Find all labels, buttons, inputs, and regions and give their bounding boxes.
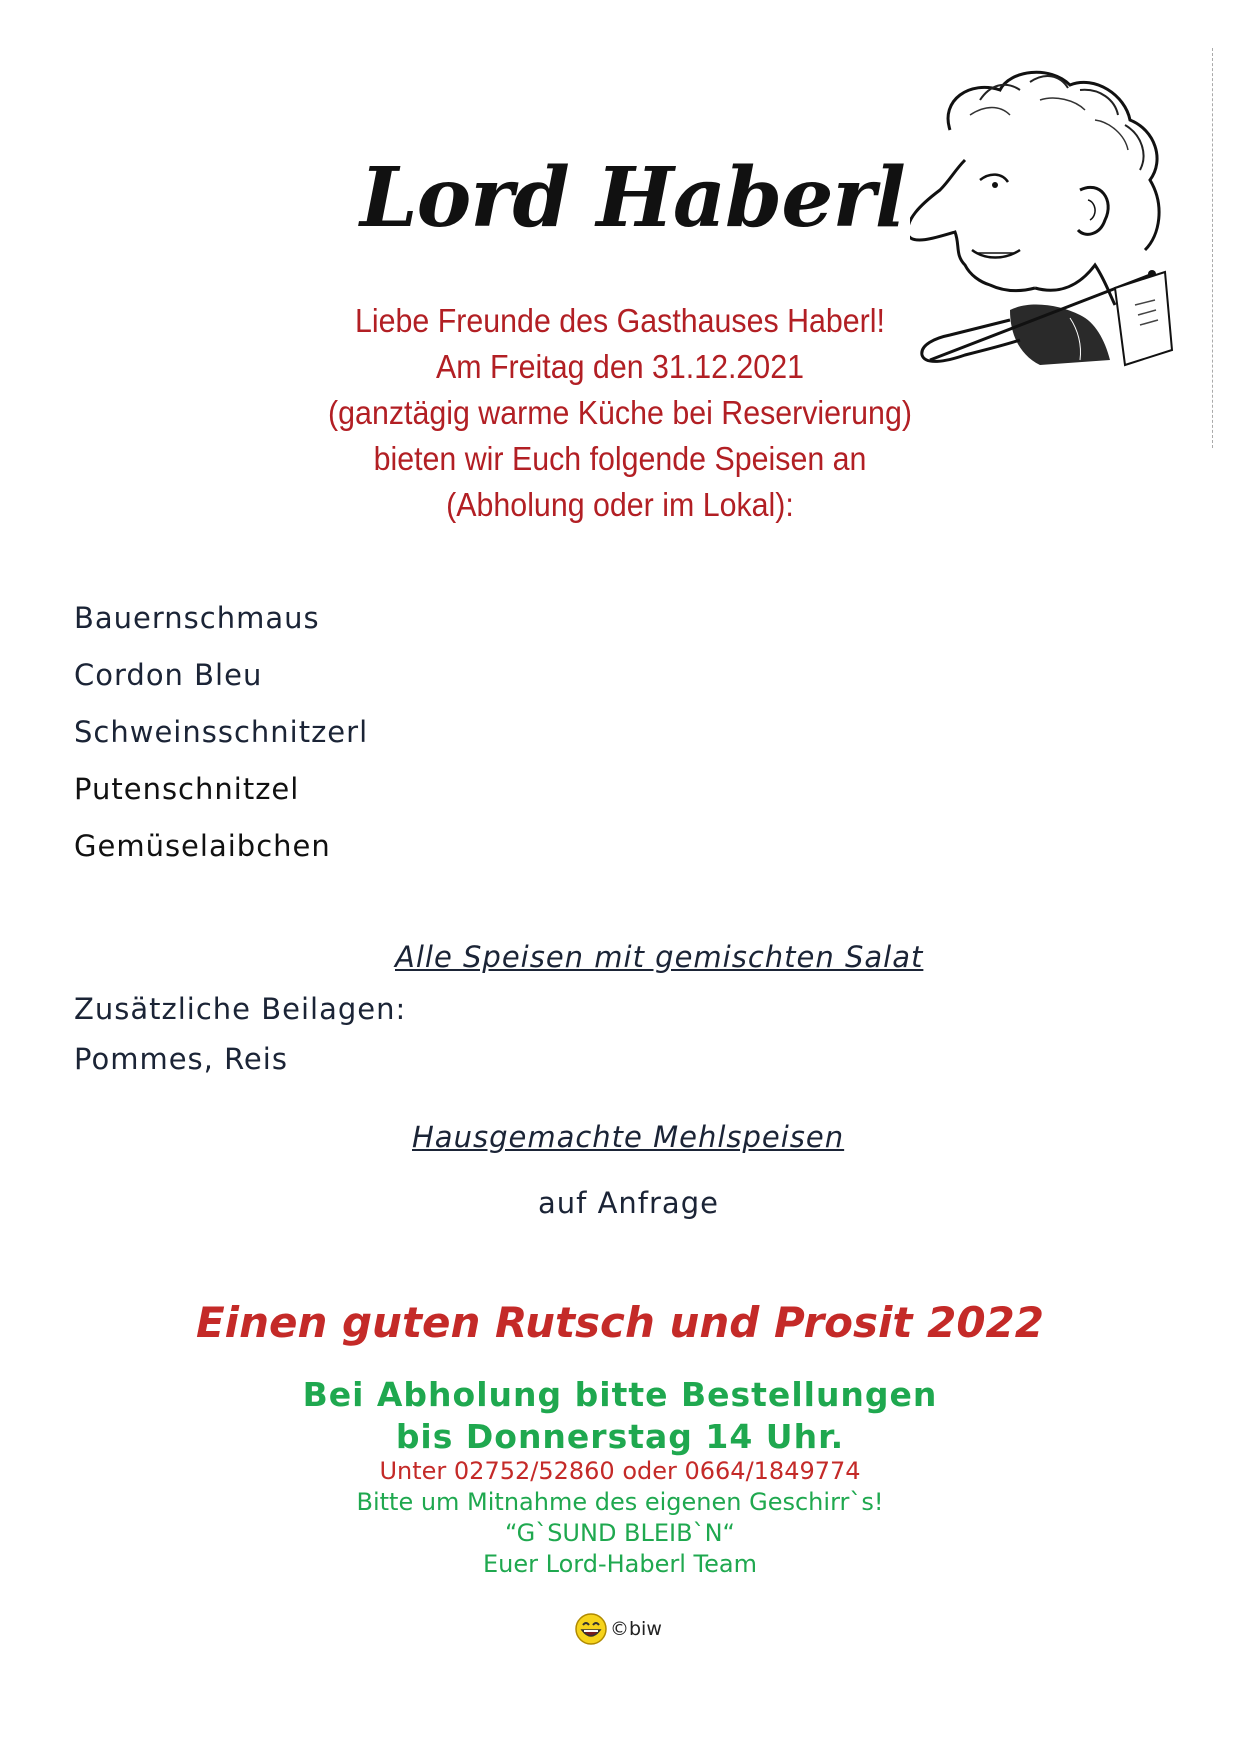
credit-text: ©biw — [610, 1618, 662, 1640]
new-year-greeting: Einen guten Rutsch und Prosit 2022 — [195, 1298, 1045, 1347]
credit — [574, 1612, 662, 1646]
menu-item: Putenschnitzel — [74, 772, 300, 806]
order-line: bis Donnerstag 14 Uhr. — [395, 1417, 845, 1456]
restaurant-logo-title: Lord Haberl — [360, 150, 905, 246]
intro-text — [250, 298, 990, 528]
order-line: Bei Abholung bitte Bestellungen — [302, 1375, 938, 1414]
intro-line: (Abholung oder im Lokal): — [446, 486, 794, 523]
stay-healthy-note: “G`SUND BLEIB`N“ — [505, 1519, 735, 1547]
intro-line: Am Freitag den 31.12.2021 — [436, 348, 804, 385]
sides-value: Pommes, Reis — [74, 1042, 288, 1076]
pastry-note: auf Anfrage — [538, 1186, 719, 1220]
salad-note: Alle Speisen mit gemischten Salat — [395, 940, 924, 974]
phone-numbers: Unter 02752/52860 oder 0664/1849774 — [379, 1457, 861, 1485]
intro-line: bieten wir Euch folgende Speisen an — [373, 440, 867, 477]
menu-item: Gemüselaibchen — [74, 829, 331, 863]
menu-item: Cordon Bleu — [74, 658, 263, 692]
laughing-smiley-icon — [574, 1612, 608, 1646]
menu-item: Bauernschmaus — [74, 601, 320, 635]
pastry-heading: Hausgemachte Mehlspeisen — [412, 1120, 845, 1154]
intro-line: (ganztägig warme Küche bei Reservierung) — [328, 394, 912, 431]
menu-list — [74, 590, 368, 875]
page-edge-marker — [1212, 48, 1214, 448]
order-deadline — [170, 1374, 1070, 1458]
team-signature: Euer Lord-Haberl Team — [483, 1550, 757, 1578]
intro-line: Liebe Freunde des Gasthauses Haberl! — [355, 302, 885, 339]
dishes-note: Bitte um Mitnahme des eigenen Geschirr`s! — [356, 1488, 884, 1516]
sides-label: Zusätzliche Beilagen: — [74, 992, 407, 1026]
menu-item: Schweinsschnitzerl — [74, 715, 369, 749]
